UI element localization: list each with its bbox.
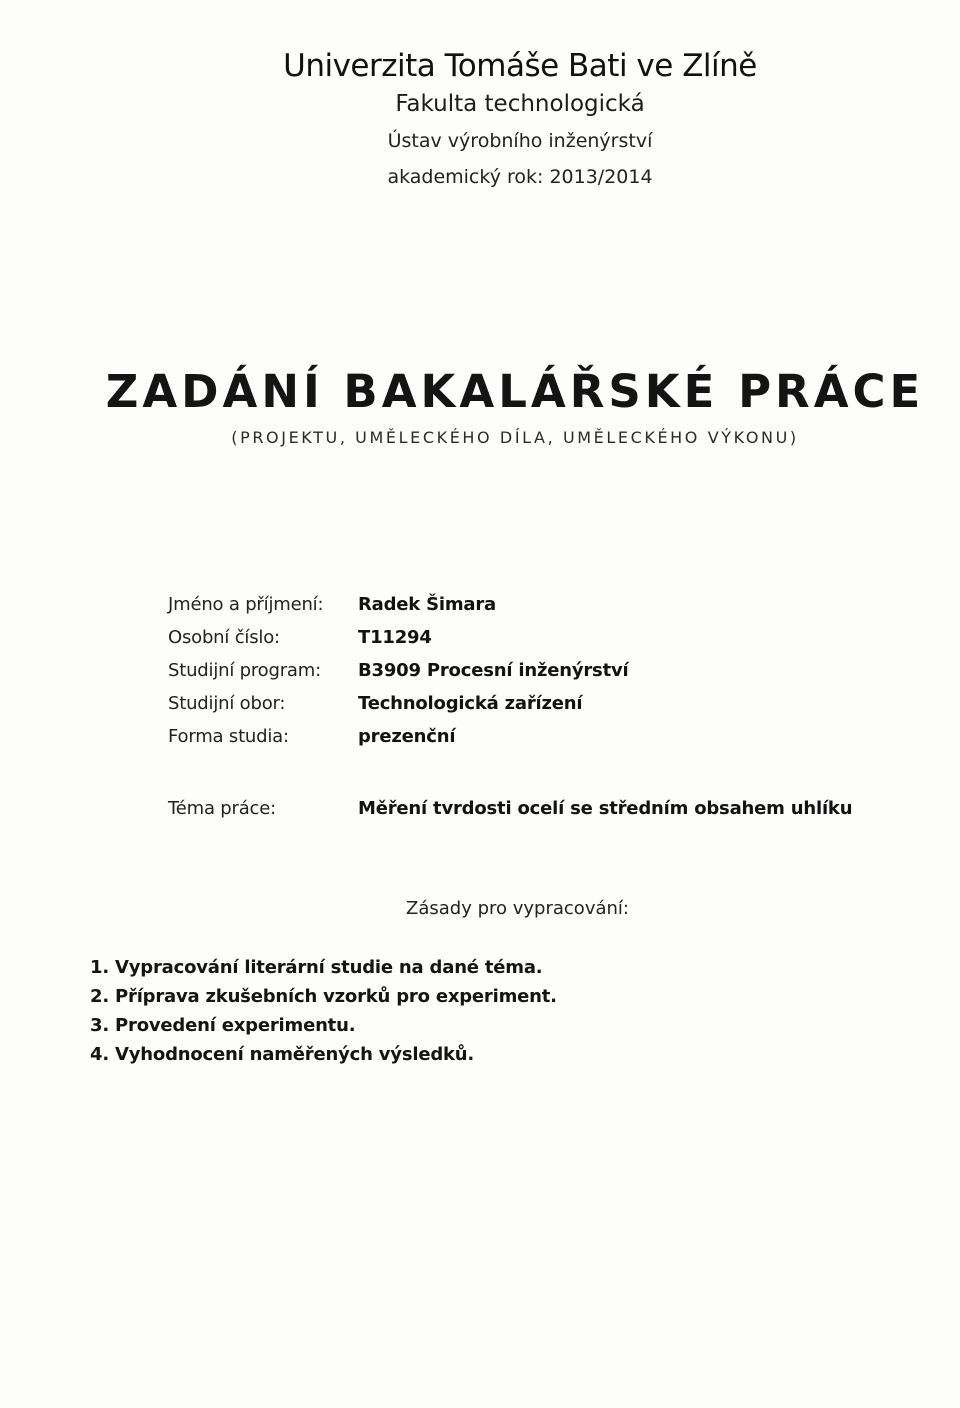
university-name: Univerzita Tomáše Bati ve Zlíně bbox=[283, 48, 757, 84]
principles-list bbox=[90, 953, 557, 1069]
list-item: 4. Vyhodnocení naměřených výsledků. bbox=[90, 1044, 475, 1065]
topic-label: Téma práce: bbox=[168, 797, 276, 819]
academic-year: akademický rok: 2013/2014 bbox=[387, 166, 653, 188]
list-item: 2. Příprava zkušebních vzorků pro experiment. bbox=[90, 986, 557, 1007]
thesis-topic bbox=[168, 790, 908, 826]
principles-heading: Zásady pro vypracování: bbox=[406, 898, 629, 919]
document-title: ZADÁNÍ BAKALÁŘSKÉ PRÁCE bbox=[105, 365, 925, 418]
list-item: 1. Vypracování literární studie na dané téma. bbox=[90, 957, 543, 978]
info-row-study-form bbox=[168, 720, 888, 753]
faculty-name: Fakulta technologická bbox=[395, 91, 645, 117]
info-row-personal-number bbox=[168, 621, 888, 654]
institute-name: Ústav výrobního inženýrství bbox=[387, 130, 653, 152]
info-value: B3909 Procesní inženýrství bbox=[358, 660, 629, 681]
title-block bbox=[0, 362, 960, 452]
info-value: Radek Šimara bbox=[358, 594, 496, 615]
info-row-program bbox=[168, 654, 888, 687]
info-value: T11294 bbox=[358, 627, 432, 648]
info-value: Technologická zařízení bbox=[358, 693, 583, 714]
info-value: prezenční bbox=[358, 726, 456, 747]
student-info bbox=[168, 588, 888, 753]
info-label: Jméno a příjmení: bbox=[168, 594, 324, 615]
info-label: Studijní program: bbox=[168, 660, 321, 681]
info-row-field bbox=[168, 687, 888, 720]
info-label: Forma studia: bbox=[168, 726, 289, 747]
info-label: Osobní číslo: bbox=[168, 627, 280, 648]
info-row-name bbox=[168, 588, 888, 621]
document-subtitle: (PROJEKTU, UMĚLECKÉHO DÍLA, UMĚLECKÉHO VÝKONU) bbox=[231, 428, 799, 447]
document-header bbox=[0, 44, 960, 194]
topic-value: Měření tvrdosti ocelí se středním obsahem uhlíku bbox=[358, 797, 853, 819]
info-label: Studijní obor: bbox=[168, 693, 286, 714]
list-item: 3. Provedení experimentu. bbox=[90, 1015, 356, 1036]
